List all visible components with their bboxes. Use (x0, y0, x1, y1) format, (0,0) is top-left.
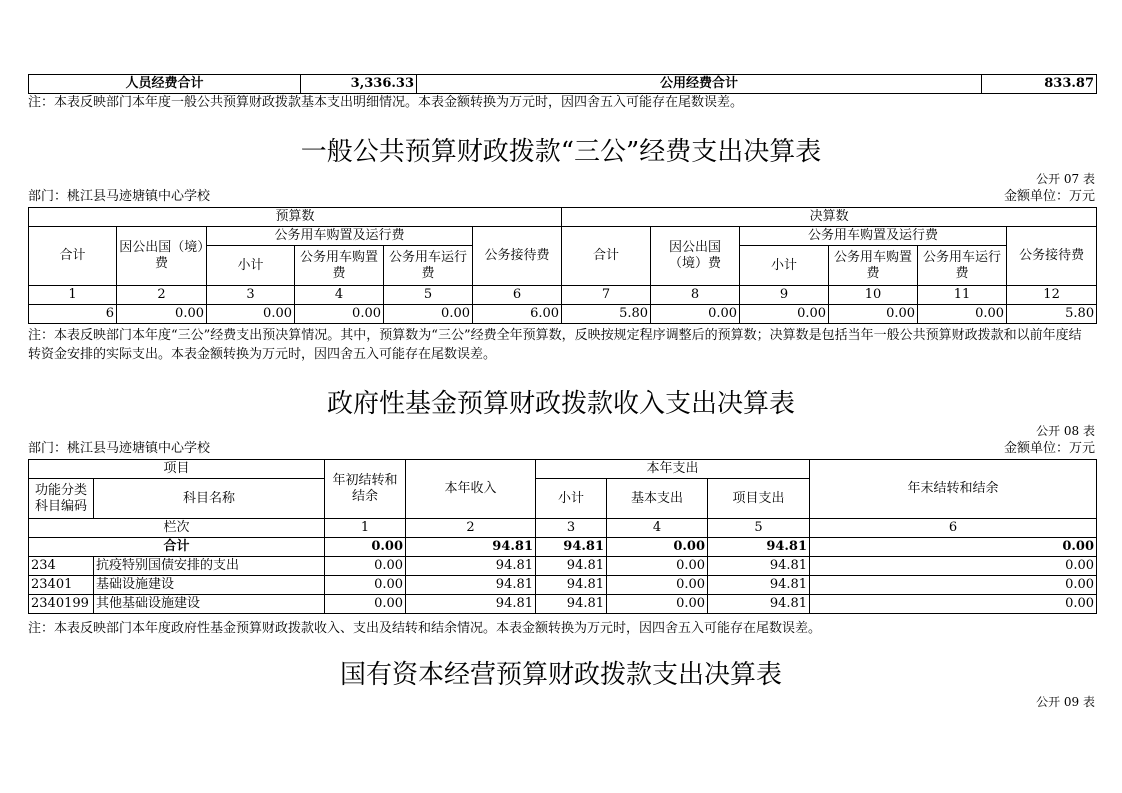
sangong-table (28, 207, 1097, 324)
value-cell: 94.81 (708, 557, 810, 576)
value-cell: 0.00 (810, 538, 1097, 557)
value-cell: 94.81 (406, 538, 536, 557)
value-cell: 5.80 (1007, 305, 1097, 324)
value-cell: 0.00 (651, 305, 740, 324)
final-reception-header: 公务接待费 (1007, 227, 1097, 286)
col-number: 6 (810, 519, 1097, 538)
value-cell: 6 (29, 305, 117, 324)
value-cell: 6.00 (473, 305, 562, 324)
note-sangong: 注：本表反映部门本年度“三公”经费支出预决算情况。其中，预算数为“三公”经费全年预算数，反映按规定程序调整后的预算数；决算数是包括当年一般公共预算财政拨款和以前年度结转资金安排的实际支出。本表金额转换为万元时，因四舍五入可能存在尾数误差。 (28, 328, 1082, 362)
table-row (29, 557, 1097, 576)
value-cell: 0.00 (607, 557, 708, 576)
value-cell: 0.00 (207, 305, 295, 324)
budget-total-header: 合计 (29, 227, 117, 286)
fund-begin-header: 年初结转和结余 (325, 460, 406, 519)
value-cell: 94.81 (708, 538, 810, 557)
value-cell: 0.00 (325, 595, 406, 614)
note-basic-expense: 注：本表反映部门本年度一般公共预算财政拨款基本支出明细情况。本表金额转换为万元时，因四舍五入可能存在尾数误差。 (28, 95, 744, 110)
value-cell: 0.00 (740, 305, 829, 324)
col-number: 9 (740, 286, 829, 305)
fund-basic-header: 基本支出 (607, 479, 708, 519)
fund-unit: 金额单位：万元 (1003, 441, 1095, 456)
budget-subtotal-header: 小计 (207, 246, 295, 286)
fund-name: 其他基础设施建设 (94, 595, 325, 614)
budget-abroad-header: 因公出国（境）费 (117, 227, 207, 286)
fund-project-header: 项目支出 (708, 479, 810, 519)
value-cell: 0.00 (325, 557, 406, 576)
table-row (29, 576, 1097, 595)
fund-table (28, 459, 1097, 614)
staff-cost-total-label: 人员经费合计 (29, 75, 301, 94)
final-abroad-header: 因公出国（境）费 (651, 227, 740, 286)
fund-item-header: 项目 (29, 460, 325, 479)
fund-code: 23401 (29, 576, 94, 595)
sangong-values-row (29, 305, 1097, 324)
sangong-column-numbers (29, 286, 1097, 305)
table-row (29, 595, 1097, 614)
sangong-unit: 金额单位：万元 (1003, 189, 1095, 204)
fund-name: 基础设施建设 (94, 576, 325, 595)
col-number: 7 (562, 286, 651, 305)
fund-lanci-label: 栏次 (29, 519, 325, 538)
fund-table-number: 公开 08 表 (1036, 424, 1095, 438)
value-cell: 0.00 (607, 595, 708, 614)
fund-code-header: 功能分类科目编码 (29, 479, 94, 519)
value-cell: 94.81 (406, 557, 536, 576)
value-cell: 94.81 (406, 595, 536, 614)
value-cell: 94.81 (708, 576, 810, 595)
value-cell: 0.00 (325, 538, 406, 557)
value-cell: 0.00 (918, 305, 1007, 324)
fund-column-numbers (29, 519, 1097, 538)
fund-income-header: 本年收入 (406, 460, 536, 519)
value-cell: 0.00 (829, 305, 918, 324)
value-cell: 0.00 (117, 305, 207, 324)
value-cell: 94.81 (536, 576, 607, 595)
value-cell: 94.81 (708, 595, 810, 614)
fund-code: 234 (29, 557, 94, 576)
col-number: 2 (117, 286, 207, 305)
summary-table (28, 74, 1097, 94)
col-number: 5 (384, 286, 473, 305)
state-capital-title: 国有资本经营预算财政拨款支出决算表 (339, 660, 782, 690)
col-number: 3 (536, 519, 607, 538)
budget-header: 预算数 (29, 208, 562, 227)
sangong-title: 一般公共预算财政拨款“三公”经费支出决算表 (300, 137, 822, 167)
note-fund: 注：本表反映部门本年度政府性基金预算财政拨款收入、支出及结转和结余情况。本表金额转换为万元时，因四舍五入可能存在尾数误差。 (28, 621, 822, 636)
col-number: 1 (325, 519, 406, 538)
value-cell: 0.00 (810, 576, 1097, 595)
col-number: 10 (829, 286, 918, 305)
value-cell: 94.81 (536, 557, 607, 576)
final-total-header: 合计 (562, 227, 651, 286)
public-cost-total-label: 公用经费合计 (417, 75, 982, 94)
value-cell: 94.81 (536, 595, 607, 614)
col-number: 11 (918, 286, 1007, 305)
final-subtotal-header: 小计 (740, 246, 829, 286)
fund-total-row (29, 538, 1097, 557)
staff-cost-total-value: 3,336.33 (301, 75, 417, 94)
value-cell: 0.00 (810, 557, 1097, 576)
value-cell: 94.81 (406, 576, 536, 595)
fund-title: 政府性基金预算财政拨款收入支出决算表 (326, 389, 795, 419)
budget-reception-header: 公务接待费 (473, 227, 562, 286)
final-car-buy-header: 公务用车购置费 (829, 246, 918, 286)
col-number: 12 (1007, 286, 1097, 305)
value-cell: 0.00 (607, 538, 708, 557)
value-cell: 94.81 (536, 538, 607, 557)
final-header: 决算数 (562, 208, 1097, 227)
budget-car-buy-header: 公务用车购置费 (295, 246, 384, 286)
fund-name: 抗疫特别国债安排的支出 (94, 557, 325, 576)
final-car-run-header: 公务用车运行费 (918, 246, 1007, 286)
fund-total-label: 合计 (29, 538, 325, 557)
value-cell: 0.00 (607, 576, 708, 595)
col-number: 5 (708, 519, 810, 538)
col-number: 4 (607, 519, 708, 538)
fund-department: 部门：桃江县马迹塘镇中心学校 (28, 441, 211, 456)
final-car-header: 公务用车购置及运行费 (740, 227, 1007, 246)
col-number: 1 (29, 286, 117, 305)
col-number: 8 (651, 286, 740, 305)
value-cell: 0.00 (810, 595, 1097, 614)
sangong-table-number: 公开 07 表 (1036, 172, 1095, 186)
public-cost-total-value: 833.87 (982, 75, 1097, 94)
col-number: 4 (295, 286, 384, 305)
col-number: 3 (207, 286, 295, 305)
fund-expense-header: 本年支出 (536, 460, 810, 479)
col-number: 2 (406, 519, 536, 538)
fund-end-header: 年末结转和结余 (810, 460, 1097, 519)
sangong-department: 部门：桃江县马迹塘镇中心学校 (28, 189, 211, 204)
value-cell: 5.80 (562, 305, 651, 324)
value-cell: 0.00 (384, 305, 473, 324)
budget-car-run-header: 公务用车运行费 (384, 246, 473, 286)
value-cell: 0.00 (295, 305, 384, 324)
fund-code: 2340199 (29, 595, 94, 614)
col-number: 6 (473, 286, 562, 305)
budget-car-header: 公务用车购置及运行费 (207, 227, 473, 246)
state-capital-table-number: 公开 09 表 (1036, 695, 1095, 709)
value-cell: 0.00 (325, 576, 406, 595)
fund-name-header: 科目名称 (94, 479, 325, 519)
fund-subtotal-header: 小计 (536, 479, 607, 519)
